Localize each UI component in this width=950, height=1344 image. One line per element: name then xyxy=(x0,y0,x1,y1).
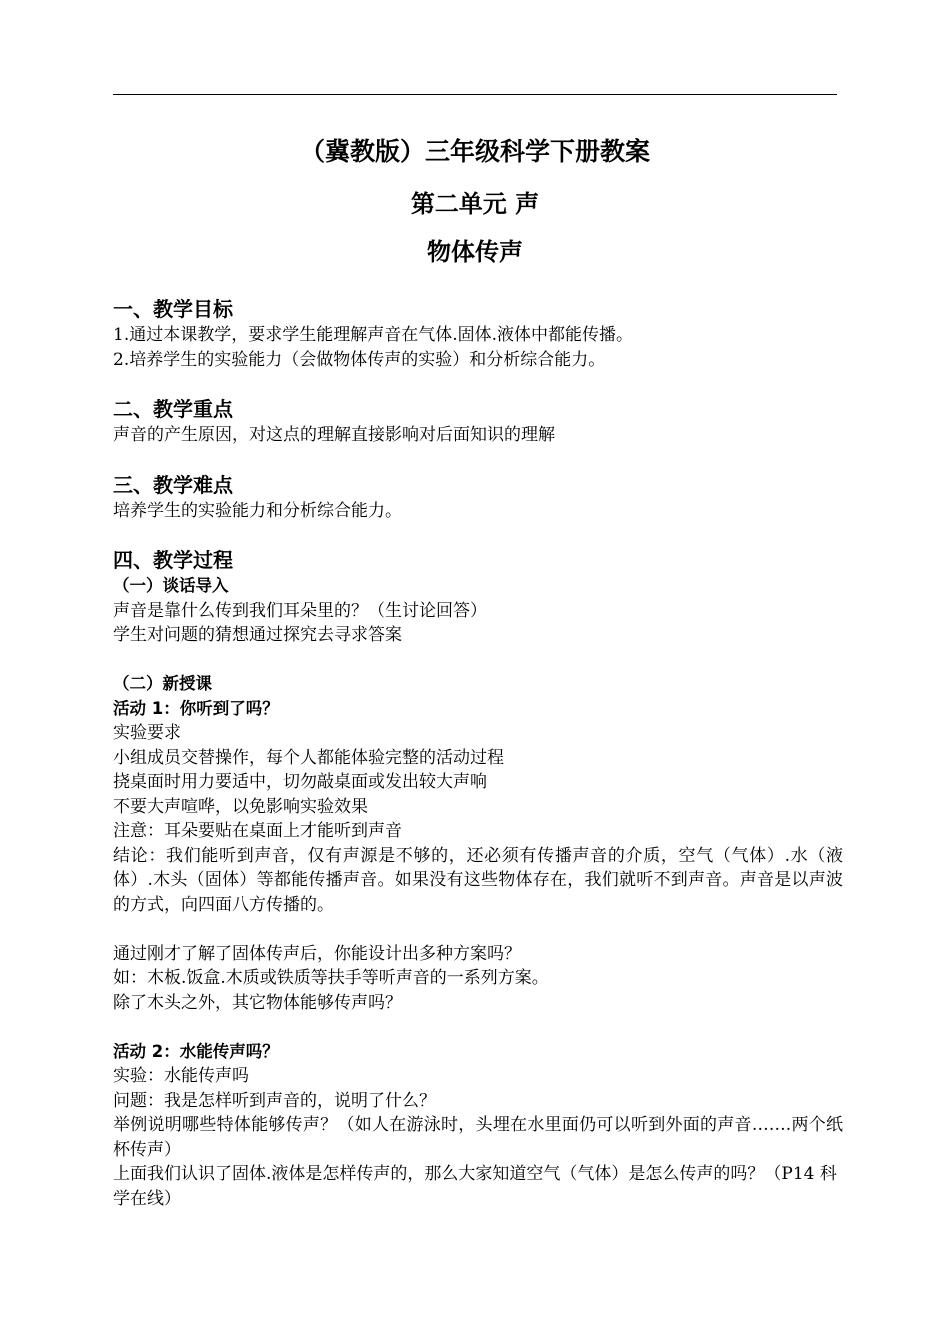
intro-line: 声音是靠什么传到我们耳朵里的？（生讨论回答） xyxy=(113,600,487,621)
activity-1-line: 挠桌面时用力要适中，切勿敲桌面或发出较大声响 xyxy=(113,772,487,792)
activity-1-heading: 活动 1：你听到了吗？ xyxy=(113,698,279,718)
unit-title: 第二单元 声 xyxy=(410,190,540,218)
intro-line: 学生对问题的猜想通过探究去寻求答案 xyxy=(113,625,402,645)
activity-1-conclusion: 结论：我们能听到声音，仅有声源是不够的，还必须有传播声音的介质，空气（气体）.水（液体）.木头（固体）等都能传播声音。如果没有这些物体存在，我们就听不到声音。声音是以声波的方式，向四面八方传播的。 xyxy=(113,845,843,915)
activity-2-line: 问题：我是怎样听到声音的，说明了什么？ xyxy=(113,1090,436,1111)
activity-1-line: 实验要求 xyxy=(113,723,181,743)
followup-line: 除了木头之外，其它物体能够传声吗？ xyxy=(113,992,402,1013)
activity-1-line: 注意：耳朵要贴在桌面上才能听到声音 xyxy=(113,821,402,841)
header-rule xyxy=(113,94,837,95)
subsection-heading-new-lesson: （二）新授课 xyxy=(113,674,212,693)
goal-line: 2.培养学生的实验能力（会做物体传声的实验）和分析综合能力。 xyxy=(113,349,606,370)
activity-2-heading: 活动 2：水能传声吗？ xyxy=(113,1041,279,1061)
subsection-heading-intro: （一）谈话导入 xyxy=(113,576,229,595)
followup-line: 如：木板.饭盒.木质或铁质等扶手等听声音的一系列方案。 xyxy=(113,968,549,988)
activity-2-closing: 上面我们认识了固体.液体是怎样传声的，那么大家知道空气（气体）是怎么传声的吗？（P14 科学在线） xyxy=(113,1164,837,1209)
section-heading-difficulties: 三、教学难点 xyxy=(113,472,233,497)
section-heading-goals: 一、教学目标 xyxy=(113,297,233,321)
activity-1-line: 小组成员交替操作，每个人都能体验完整的活动过程 xyxy=(113,747,504,768)
followup-line: 通过刚才了解了固体传声后，你能设计出多种方案吗？ xyxy=(113,943,521,964)
activity-2-example: 举例说明哪些特体能够传声？（如人在游泳时，头埋在水里面仍可以听到外面的声音…….两个纸杯传声） xyxy=(113,1115,843,1160)
goal-line: 1.通过本课教学，要求学生能理解声音在气体.固体.液体中都能传播。 xyxy=(113,325,634,345)
difficulty-line: 培养学生的实验能力和分析综合能力。 xyxy=(113,500,402,521)
document-body xyxy=(113,296,843,1211)
activity-2-line: 实验：水能传声吗 xyxy=(113,1066,249,1086)
section-heading-key-points: 二、教学重点 xyxy=(113,397,233,421)
activity-1-line: 不要大声喧哗，以免影响实验效果 xyxy=(113,796,368,817)
document-title: （冀教版）三年级科学下册教案 xyxy=(299,137,650,166)
key-point-line: 声音的产生原因，对这点的理解直接影响对后面知识的理解 xyxy=(113,425,555,445)
lesson-title: 物体传声 xyxy=(427,238,523,266)
section-heading-process: 四、教学过程 xyxy=(113,548,233,572)
